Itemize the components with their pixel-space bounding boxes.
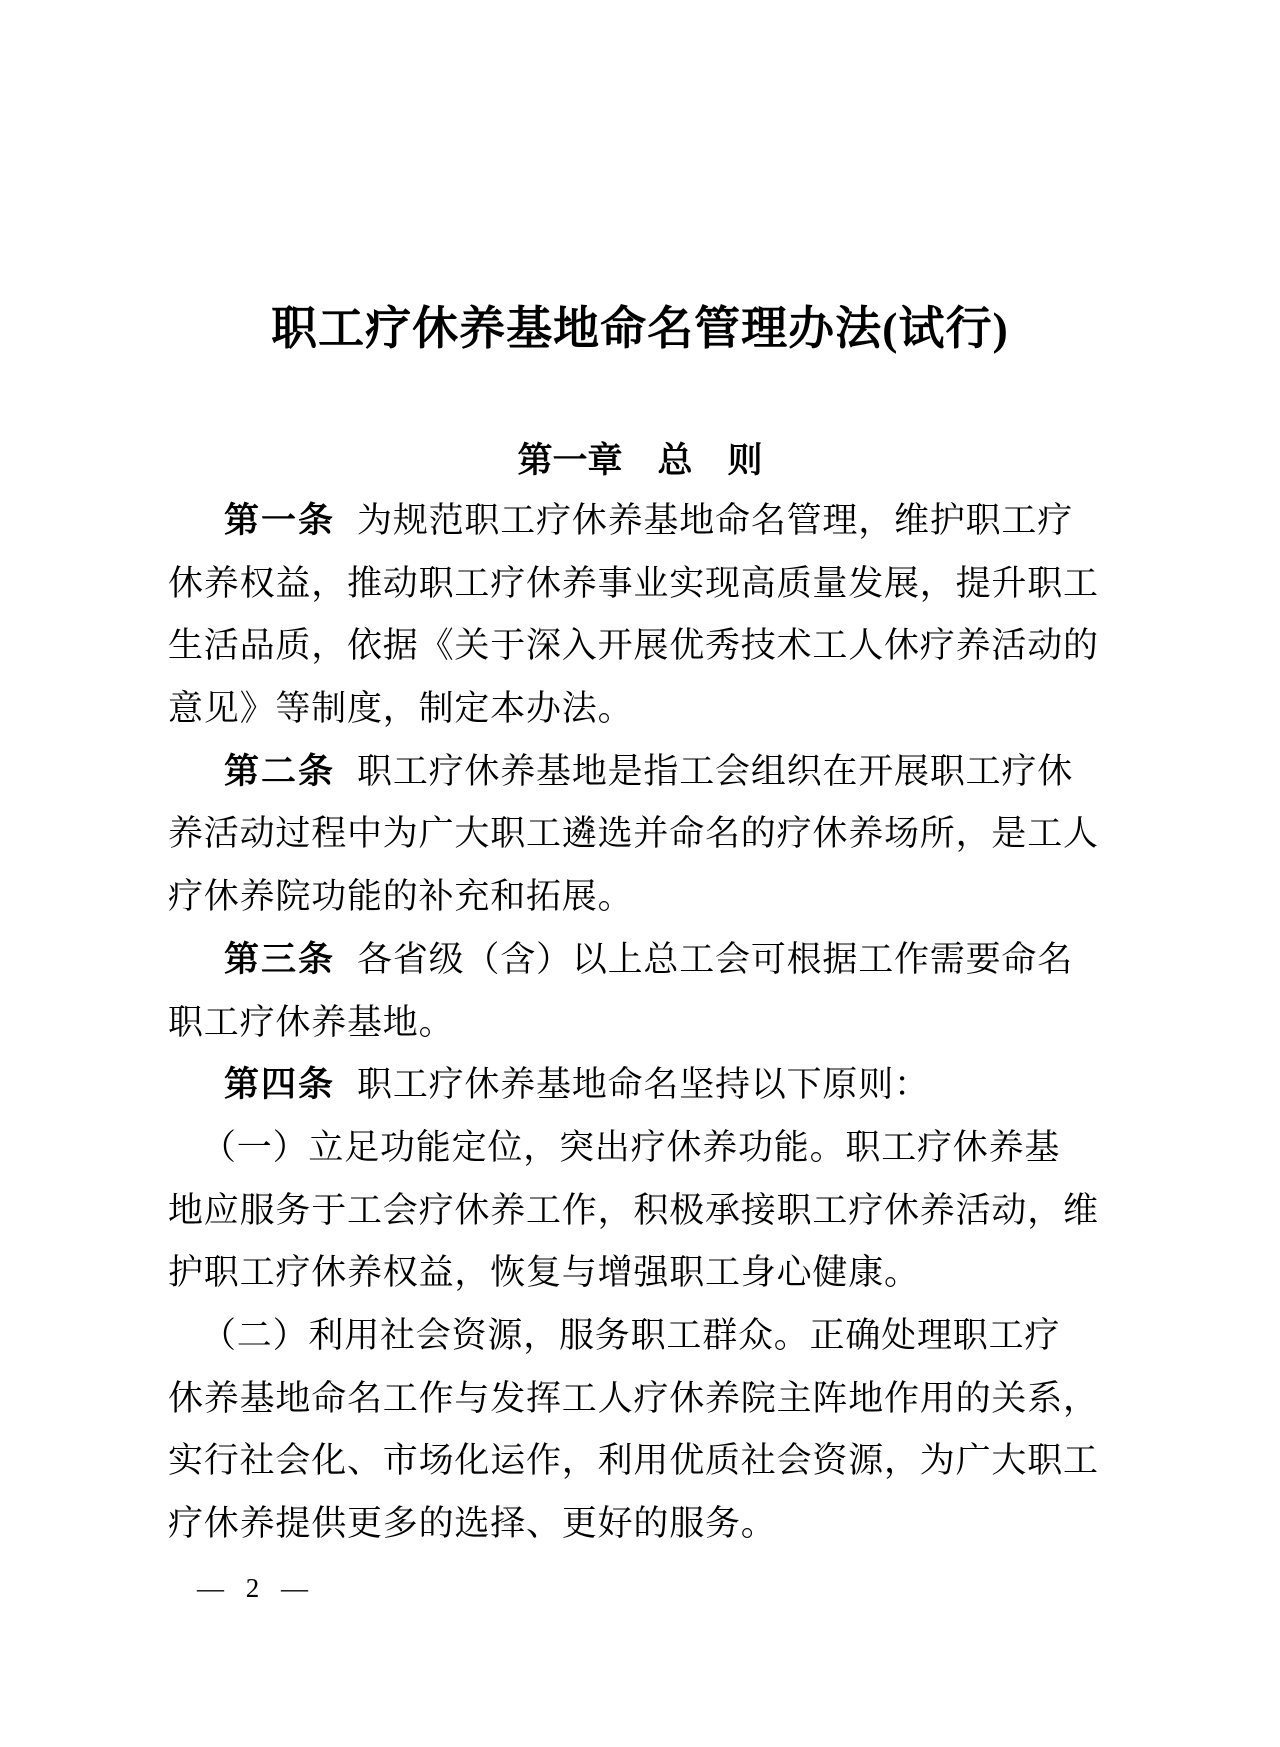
line-text: 休养权益，推动职工疗休养事业实现高质量发展，提升职工 [168,563,1099,603]
line-text: （二）利用社会资源，服务职工群众。正确处理职工疗 [201,1315,1061,1355]
line-text: 职工疗休养基地是指工会组织在开展职工疗休 [357,751,1074,791]
line-text: 休养基地命名工作与发挥工人疗休养院主阵地作用的关系， [168,1378,1099,1418]
body-line [168,929,1103,992]
article-label: 第一条 [224,501,336,540]
line-text: 养活动过程中为广大职工遴选并命名的疗休养场所，是工人 [168,814,1099,854]
body-line [168,615,1103,678]
body-line [168,553,1103,616]
line-text: 为规范职工疗休养基地命名管理，维护职工疗 [357,501,1074,540]
line-text: 职工疗休养基地。 [168,1002,455,1042]
document-title: 职工疗休养基地命名管理办法(试行) [271,303,1009,354]
body-line [168,1117,1103,1180]
line-text: 实行社会化、市场化运作，利用优质社会资源，为广大职工 [168,1441,1099,1481]
line-text: 生活品质，依据《关于深入开展优秀技术工人休疗养活动的 [168,626,1099,666]
chapter-heading: 第一章 总 则 [517,441,763,480]
line-text: （一）立足功能定位，突出疗休养功能。职工疗休养基 [201,1127,1061,1167]
body-line [168,1180,1103,1243]
line-text: 疗休养院功能的补充和拓展。 [168,877,634,917]
body-line [168,866,1103,929]
page-number: — 2 — [197,1573,311,1603]
line-text: 职工疗休养基地命名坚持以下原则： [357,1065,930,1105]
body-line [168,1242,1103,1305]
line-text: 护职工疗休养权益，恢复与增强职工身心健康。 [168,1253,920,1293]
line-text: 意见》等制度，制定本办法。 [168,689,634,729]
article-label: 第三条 [224,939,336,979]
body-line [168,1493,1103,1556]
body-line [168,741,1103,804]
line-text: 各省级（含）以上总工会可根据工作需要命名 [357,939,1074,979]
article-label: 第二条 [224,751,336,791]
body-line [168,1305,1103,1368]
body-line [168,490,1103,553]
body-line [168,1054,1103,1117]
article-label: 第四条 [224,1065,336,1105]
line-text: 地应服务于工会疗休养工作，积极承接职工疗休养活动，维 [168,1190,1099,1230]
line-text: 疗休养提供更多的选择、更好的服务。 [168,1504,777,1543]
body-line [168,992,1103,1055]
body-line [168,678,1103,741]
body-line [168,1368,1103,1431]
document-body [168,490,1103,1556]
body-line [168,1430,1103,1493]
body-line [168,803,1103,866]
